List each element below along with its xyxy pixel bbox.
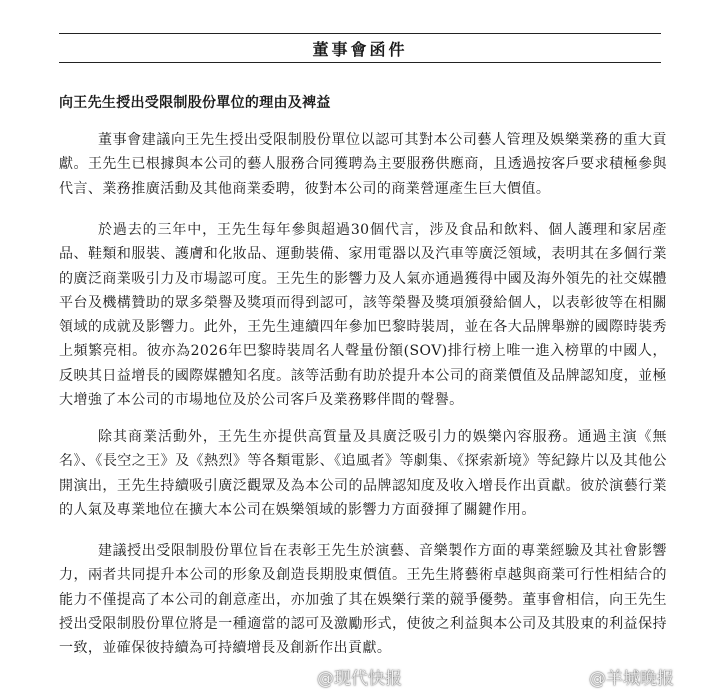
weibo-icon bbox=[290, 667, 312, 685]
watermark-xiandai-kuaibao bbox=[290, 664, 402, 688]
watermark-yangcheng-wanbao bbox=[562, 664, 674, 688]
watermark-label: @羊城晚报 bbox=[589, 668, 674, 689]
section-heading: 向王先生授出受限制股份單位的理由及裨益 bbox=[59, 95, 331, 111]
letter-title-bar bbox=[59, 33, 661, 63]
paragraph-1: 董事會建議向王先生授出受限制股份單位以認可其對本公司藝人管理及娛樂業務的重大貢獻。王先生已根據與本公司的藝人服務合同獲聘為主要服務供應商，且透過按客戶要求積極參與代言、業務推廣活動及其他商業委聘，彼對本公司的商業營運產生巨大價值。 bbox=[59, 132, 667, 197]
letter-title: 董事會函件 bbox=[312, 39, 408, 59]
paragraph-2: 於過去的三年中，王先生每年參與超過30個代言，涉及食品和飲料、個人護理和家居產品、鞋類和服裝、護膚和化妝品、運動裝備、家用電器以及汽車等廣泛領域，表明其在多個行業的廣泛商業吸引力及市場認可度。王先生的影響力及人氣亦通過獲得中國及海外領先的社交媒體平台及機構贊助的眾多榮譽及獎項而得到認可，該等榮譽及獎項頒發給個人，以表彰彼等在相關領域的成就及影響力。此外，王先生連續四年參加巴黎時裝周，並在各大品牌舉辦的國際時裝秀上頻繁亮相。彼亦為2026年巴黎時裝周名人聲量份額(SOV)排行榜上唯一進入榜單的中國人，反映其日益增長的國際媒體知名度。該等活動有助於提升本公司的商業價值及品牌認知度，並極大增強了本公司的市場地位及於公司客戶及業務夥伴間的聲譽。 bbox=[59, 222, 667, 409]
paragraph-3: 除其商業活動外，王先生亦提供高質量及具廣泛吸引力的娛樂內容服務。通過主演《無名》、《長空之王》及《熱烈》等各類電影、《追風者》等劇集、《探索新境》等紀錄片以及其他公開演出，王先生持續吸引廣泛觀眾及為本公司的品牌認知度及收入增長作出貢獻。彼於演藝行業的人氣及專業地位在擴大本公司在娛樂領域的影響力方面發揮了關鍵作用。 bbox=[59, 429, 667, 518]
watermark-label: @现代快报 bbox=[317, 668, 402, 689]
paragraph-4: 建議授出受限制股份單位旨在表彰王先生於演藝、音樂製作方面的專業經驗及其社會影響力，兩者共同提升本公司的形象及創造長期股東價值。王先生將藝術卓越與商業可行性相結合的能力不僅提高了本公司的創意產出，亦加強了其在娛樂行業的競爭優勢。董事會相信，向王先生授出受限制股份單位將是一種適當的認可及激勵形式，使彼之利益與本公司及其股東的利益保持一致，並確保彼持續為可持續增長及創新作出貢獻。 bbox=[59, 543, 667, 657]
weibo-icon bbox=[562, 667, 584, 685]
